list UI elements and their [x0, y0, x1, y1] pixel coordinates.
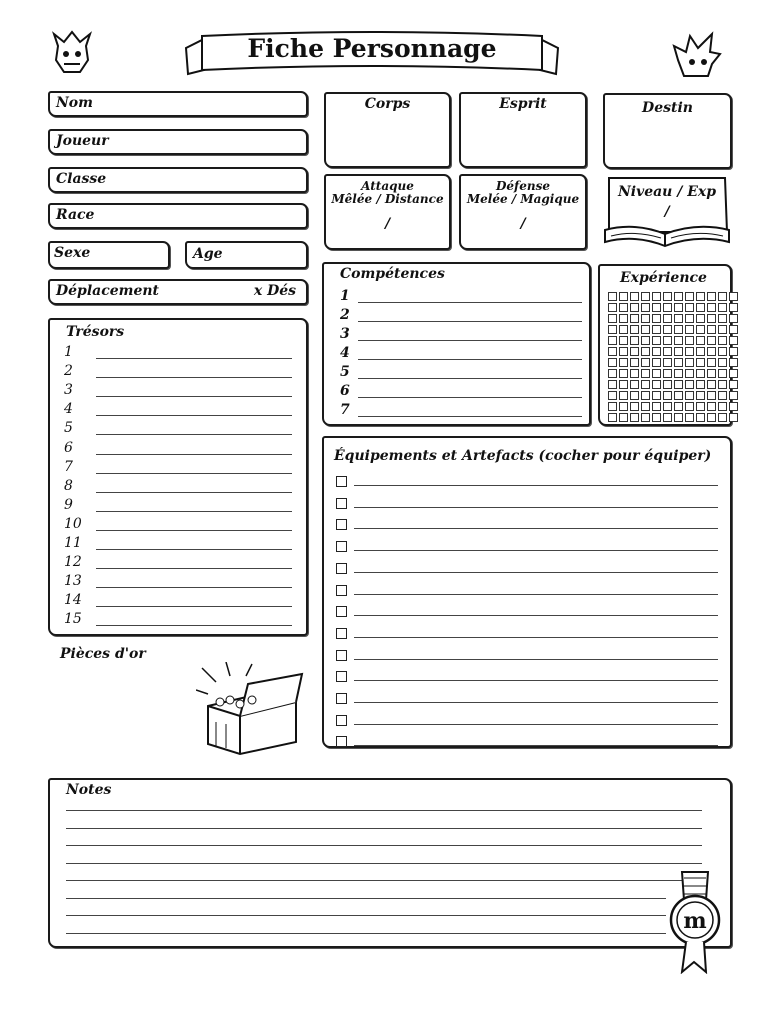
experience-cell[interactable] [663, 292, 672, 301]
experience-cell[interactable] [619, 380, 628, 389]
experience-cell[interactable] [696, 358, 705, 367]
experience-cell[interactable] [729, 380, 738, 389]
experience-cell[interactable] [707, 380, 716, 389]
experience-cell[interactable] [608, 325, 617, 334]
nom-field[interactable] [48, 91, 308, 117]
competence-line[interactable] [358, 302, 582, 303]
experience-cell[interactable] [641, 380, 650, 389]
race-field[interactable] [48, 203, 308, 229]
notes-line[interactable] [66, 828, 702, 829]
experience-cell[interactable] [729, 402, 738, 411]
experience-cell[interactable] [696, 303, 705, 312]
equip-line[interactable] [354, 637, 718, 638]
experience-cell[interactable] [707, 336, 716, 345]
experience-cell[interactable] [685, 358, 694, 367]
tresor-line[interactable] [96, 454, 292, 455]
experience-cell[interactable] [663, 303, 672, 312]
esprit-box[interactable] [459, 92, 587, 168]
tresor-line[interactable] [96, 530, 292, 531]
experience-cell[interactable] [652, 369, 661, 378]
experience-cell[interactable] [707, 303, 716, 312]
tresor-number: 3 [64, 382, 73, 399]
equip-line[interactable] [354, 745, 718, 746]
experience-cell[interactable] [652, 325, 661, 334]
experience-cell[interactable] [674, 314, 683, 323]
experience-cell[interactable] [619, 369, 628, 378]
equip-checkbox[interactable] [336, 585, 347, 596]
experience-cell[interactable] [663, 380, 672, 389]
tresor-number: 4 [64, 401, 73, 418]
tresor-number: 8 [64, 477, 73, 494]
tresor-line[interactable] [96, 492, 292, 493]
competence-line[interactable] [358, 378, 582, 379]
experience-cell[interactable] [641, 303, 650, 312]
x-des-label: x Dés [253, 283, 296, 299]
equip-line[interactable] [354, 659, 718, 660]
tresor-line[interactable] [96, 625, 292, 626]
attaque-box[interactable] [324, 174, 451, 250]
experience-cell[interactable] [718, 358, 727, 367]
race-label: Race [56, 207, 95, 223]
experience-cell[interactable] [685, 402, 694, 411]
attaque-sub-label: Mêlée / Distance [331, 192, 444, 206]
experience-cell[interactable] [685, 347, 694, 356]
experience-cell[interactable] [663, 336, 672, 345]
wax-seal-icon [664, 870, 726, 974]
experience-cell[interactable] [729, 325, 738, 334]
notes-box [48, 778, 732, 948]
experience-cell[interactable] [652, 402, 661, 411]
age-label: Age [193, 246, 223, 262]
page-title: Fiche Personnage [247, 34, 497, 63]
tresor-number: 10 [64, 515, 82, 532]
joueur-field[interactable] [48, 129, 308, 155]
competence-line[interactable] [358, 340, 582, 341]
tresor-line[interactable] [96, 473, 292, 474]
nom-label: Nom [56, 95, 93, 111]
equip-line[interactable] [354, 680, 718, 681]
experience-cell[interactable] [674, 413, 683, 422]
competence-number: 4 [340, 345, 350, 361]
experience-cell[interactable] [652, 391, 661, 400]
experience-cell[interactable] [718, 292, 727, 301]
tresor-number: 11 [64, 535, 82, 551]
experience-cell[interactable] [696, 369, 705, 378]
pieces-or-label: Pièces d'or [60, 646, 146, 662]
experience-cell[interactable] [729, 347, 738, 356]
experience-cell[interactable] [641, 292, 650, 301]
experience-cell[interactable] [674, 380, 683, 389]
experience-cell[interactable] [608, 391, 617, 400]
experience-cell[interactable] [674, 303, 683, 312]
equip-checkbox[interactable] [336, 628, 347, 639]
experience-cell[interactable] [707, 358, 716, 367]
experience-cell[interactable] [685, 380, 694, 389]
equip-checkbox[interactable] [336, 476, 347, 487]
experience-cell[interactable] [685, 391, 694, 400]
tresor-line[interactable] [96, 568, 292, 569]
equip-line[interactable] [354, 507, 718, 508]
tresor-number: 5 [64, 420, 73, 437]
experience-cell[interactable] [630, 314, 639, 323]
competence-number: 1 [340, 288, 350, 304]
tresors-box [48, 318, 308, 636]
experience-cell[interactable] [718, 369, 727, 378]
experience-cell[interactable] [718, 347, 727, 356]
esprit-label: Esprit [499, 96, 547, 112]
competence-number: 6 [340, 383, 350, 399]
experience-cell[interactable] [696, 380, 705, 389]
experience-cell[interactable] [608, 369, 617, 378]
niveau-exp-label: Niveau / Exp [617, 184, 717, 200]
experience-cell[interactable] [718, 303, 727, 312]
experience-cell[interactable] [641, 325, 650, 334]
experience-cell[interactable] [718, 402, 727, 411]
experience-cell[interactable] [663, 369, 672, 378]
tresor-line[interactable] [96, 415, 292, 416]
experience-cell[interactable] [663, 413, 672, 422]
tresor-number: 9 [64, 496, 73, 513]
notes-line[interactable] [66, 898, 666, 899]
experience-cell[interactable] [630, 391, 639, 400]
experience-cell[interactable] [674, 336, 683, 345]
defense-box[interactable] [459, 174, 587, 250]
experience-cell[interactable] [685, 369, 694, 378]
tresor-line[interactable] [96, 549, 292, 550]
experience-cell[interactable] [641, 314, 650, 323]
experience-cell[interactable] [663, 314, 672, 323]
tresor-number: 6 [64, 439, 73, 456]
experience-cell[interactable] [707, 292, 716, 301]
experience-cell[interactable] [608, 380, 617, 389]
experience-cell[interactable] [685, 292, 694, 301]
experience-cell[interactable] [674, 369, 683, 378]
experience-cell[interactable] [707, 314, 716, 323]
experience-cell[interactable] [619, 303, 628, 312]
equipements-title: Équipements et Artefacts (cocher pour équiper) [334, 448, 712, 464]
experience-cell[interactable] [630, 402, 639, 411]
equip-line[interactable] [354, 572, 718, 573]
experience-cell[interactable] [718, 336, 727, 345]
experience-cell[interactable] [718, 413, 727, 422]
corps-label: Corps [364, 96, 411, 112]
experience-cell[interactable] [652, 303, 661, 312]
tresors-title: Trésors [66, 324, 125, 340]
experience-cell[interactable] [663, 347, 672, 356]
equip-checkbox[interactable] [336, 693, 347, 704]
experience-cell[interactable] [685, 303, 694, 312]
experience-cell[interactable] [685, 325, 694, 334]
experience-cell[interactable] [696, 314, 705, 323]
equip-line[interactable] [354, 615, 718, 616]
tresor-number: 1 [64, 344, 73, 360]
joueur-label: Joueur [56, 133, 109, 149]
experience-cell[interactable] [641, 413, 650, 422]
experience-cell[interactable] [619, 325, 628, 334]
experience-cell[interactable] [630, 380, 639, 389]
experience-cell[interactable] [696, 336, 705, 345]
experience-cell[interactable] [674, 402, 683, 411]
experience-cell[interactable] [729, 303, 738, 312]
experience-cell[interactable] [707, 325, 716, 334]
equip-checkbox[interactable] [336, 606, 347, 617]
experience-cell[interactable] [652, 336, 661, 345]
experience-cell[interactable] [619, 358, 628, 367]
tresor-number: 14 [64, 592, 82, 609]
notes-line[interactable] [66, 915, 666, 916]
classe-field[interactable] [48, 167, 308, 193]
equip-checkbox[interactable] [336, 650, 347, 661]
defense-sub-label: Melée / Magique [466, 192, 580, 206]
experience-cell[interactable] [663, 325, 672, 334]
experience-cell[interactable] [608, 358, 617, 367]
title-banner [182, 30, 562, 76]
sexe-field[interactable] [48, 241, 170, 269]
experience-title: Expérience [620, 270, 707, 286]
experience-cell[interactable] [630, 369, 639, 378]
equip-line[interactable] [354, 702, 718, 703]
destin-label: Destin [642, 100, 693, 116]
competence-number: 5 [340, 364, 350, 380]
seal-letter: m [683, 908, 707, 934]
notes-line[interactable] [66, 810, 702, 811]
experience-cell[interactable] [729, 391, 738, 400]
experience-cell[interactable] [729, 314, 738, 323]
experience-cell[interactable] [641, 369, 650, 378]
experience-cell[interactable] [630, 336, 639, 345]
attaque-label: Attaque [361, 179, 414, 193]
experience-cell[interactable] [619, 292, 628, 301]
equipements-box [322, 436, 732, 748]
niveau-exp-book[interactable] [601, 172, 733, 254]
experience-cell[interactable] [685, 336, 694, 345]
experience-cell[interactable] [630, 358, 639, 367]
attaque-separator: / [384, 216, 391, 232]
experience-cell[interactable] [674, 325, 683, 334]
experience-cell[interactable] [641, 358, 650, 367]
experience-cell[interactable] [619, 336, 628, 345]
experience-cell[interactable] [674, 347, 683, 356]
experience-cell[interactable] [630, 413, 639, 422]
destin-box[interactable] [603, 93, 732, 169]
notes-line[interactable] [66, 845, 702, 846]
tresor-line[interactable] [96, 587, 292, 588]
experience-cell[interactable] [608, 303, 617, 312]
experience-cell[interactable] [608, 336, 617, 345]
experience-cell[interactable] [608, 292, 617, 301]
experience-cell[interactable] [729, 369, 738, 378]
dragon-helm-left-icon [50, 30, 94, 76]
experience-cell[interactable] [674, 358, 683, 367]
experience-cell[interactable] [630, 325, 639, 334]
experience-box [598, 264, 732, 426]
experience-cell[interactable] [674, 391, 683, 400]
equip-checkbox[interactable] [336, 715, 347, 726]
tresor-number: 12 [64, 554, 82, 571]
experience-cell[interactable] [652, 292, 661, 301]
equip-checkbox[interactable] [336, 671, 347, 682]
competences-box [322, 262, 591, 426]
experience-cell[interactable] [663, 402, 672, 411]
experience-cell[interactable] [696, 391, 705, 400]
competence-line[interactable] [358, 397, 582, 398]
experience-cell[interactable] [652, 314, 661, 323]
experience-cell[interactable] [729, 358, 738, 367]
sexe-label: Sexe [54, 245, 91, 261]
tresor-number: 2 [64, 363, 73, 380]
experience-cell[interactable] [630, 303, 639, 312]
competence-number: 2 [340, 307, 350, 323]
experience-cell[interactable] [619, 347, 628, 356]
experience-cell[interactable] [641, 336, 650, 345]
deplacement-label: Déplacement [56, 283, 160, 299]
experience-cell[interactable] [608, 413, 617, 422]
experience-cell[interactable] [696, 413, 705, 422]
experience-cell[interactable] [707, 347, 716, 356]
experience-cell[interactable] [652, 413, 661, 422]
tresor-number: 15 [64, 611, 82, 628]
experience-cell[interactable] [729, 413, 738, 422]
competence-number: 3 [340, 326, 350, 342]
experience-cell[interactable] [663, 391, 672, 400]
notes-line[interactable] [66, 880, 702, 881]
experience-cell[interactable] [652, 358, 661, 367]
deplacement-field[interactable] [48, 279, 308, 305]
equip-line[interactable] [354, 528, 718, 529]
tresor-line[interactable] [96, 511, 292, 512]
experience-cell[interactable] [718, 380, 727, 389]
competences-title: Compétences [340, 266, 445, 282]
treasure-chest-icon [196, 662, 308, 758]
experience-cell[interactable] [707, 413, 716, 422]
experience-cell[interactable] [630, 292, 639, 301]
experience-cell[interactable] [608, 347, 617, 356]
experience-cell[interactable] [685, 413, 694, 422]
experience-cell[interactable] [619, 413, 628, 422]
notes-line[interactable] [66, 933, 666, 934]
competence-line[interactable] [358, 359, 582, 360]
experience-cell[interactable] [696, 347, 705, 356]
notes-line[interactable] [66, 863, 702, 864]
experience-cell[interactable] [652, 380, 661, 389]
classe-label: Classe [56, 171, 107, 187]
defense-label: Défense [496, 179, 550, 193]
experience-cell[interactable] [619, 314, 628, 323]
experience-cell[interactable] [685, 314, 694, 323]
experience-cell[interactable] [696, 292, 705, 301]
dragon-helm-right-icon [668, 30, 724, 82]
equip-line[interactable] [354, 485, 718, 486]
experience-cell[interactable] [718, 325, 727, 334]
equip-line[interactable] [354, 594, 718, 595]
tresor-line[interactable] [96, 434, 292, 435]
experience-cell[interactable] [718, 314, 727, 323]
experience-cell[interactable] [641, 391, 650, 400]
equip-checkbox[interactable] [336, 498, 347, 509]
experience-cell[interactable] [608, 314, 617, 323]
equip-line[interactable] [354, 550, 718, 551]
experience-cell[interactable] [718, 391, 727, 400]
equip-line[interactable] [354, 724, 718, 725]
equip-checkbox[interactable] [336, 736, 347, 747]
experience-cell[interactable] [729, 292, 738, 301]
corps-box[interactable] [324, 92, 451, 168]
competence-line[interactable] [358, 321, 582, 322]
experience-cell[interactable] [696, 402, 705, 411]
experience-cell[interactable] [663, 358, 672, 367]
tresor-number: 13 [64, 573, 82, 590]
niveau-exp-separator: / [664, 204, 670, 220]
tresor-line[interactable] [96, 396, 292, 397]
age-field[interactable] [185, 241, 308, 269]
equip-checkbox[interactable] [336, 541, 347, 552]
experience-cell[interactable] [707, 402, 716, 411]
experience-cell[interactable] [630, 347, 639, 356]
tresor-line[interactable] [96, 358, 292, 359]
competence-line[interactable] [358, 416, 582, 417]
tresor-number: 7 [64, 458, 73, 475]
experience-cell[interactable] [619, 402, 628, 411]
experience-cell[interactable] [696, 325, 705, 334]
experience-cell[interactable] [619, 391, 628, 400]
equip-checkbox[interactable] [336, 563, 347, 574]
competence-number: 7 [340, 402, 350, 418]
tresor-line[interactable] [96, 606, 292, 607]
defense-separator: / [520, 216, 526, 232]
experience-cell[interactable] [674, 292, 683, 301]
experience-cell[interactable] [707, 369, 716, 378]
experience-grid[interactable] [608, 292, 738, 422]
experience-cell[interactable] [608, 402, 617, 411]
experience-cell[interactable] [641, 347, 650, 356]
equip-checkbox[interactable] [336, 519, 347, 530]
experience-cell[interactable] [641, 402, 650, 411]
experience-cell[interactable] [707, 391, 716, 400]
experience-cell[interactable] [652, 347, 661, 356]
tresor-line[interactable] [96, 377, 292, 378]
notes-title: Notes [66, 782, 112, 798]
experience-cell[interactable] [729, 336, 738, 345]
